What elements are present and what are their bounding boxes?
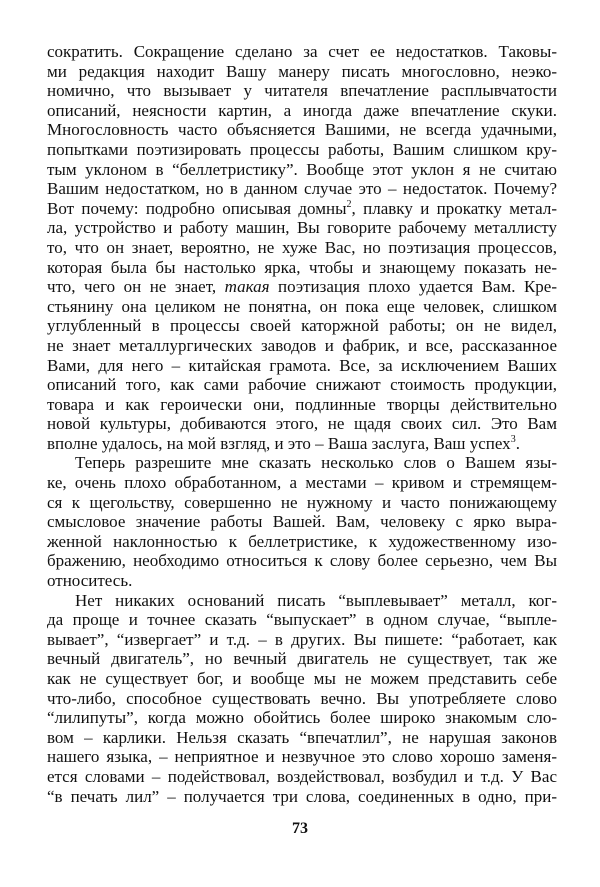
- text-run: женной наклонностью к беллетристике, к художественному изо-: [47, 531, 557, 551]
- text-run: номично, что вызывает у читателя впечатление расплывчатости: [47, 81, 557, 101]
- text-line: [47, 787, 557, 807]
- text-run: да проще и точнее сказать “выпускает” в одном случае, “выпле-: [47, 610, 557, 630]
- text-line: [47, 669, 557, 689]
- text-line: [47, 532, 557, 552]
- text-run: сократить. Сокращение сделано за счет ее недостатков. Таковы-: [47, 42, 557, 61]
- text-line: [47, 708, 557, 728]
- text-line: [47, 395, 557, 415]
- text-line: [47, 434, 557, 454]
- text-line: [47, 101, 557, 121]
- text-line: [47, 591, 557, 611]
- text-run: то, что он знает, вероятно, не хуже Вас, но поэтизация процессов,: [47, 237, 557, 257]
- text-run: вполне удалось, на мой взгляд, и это – Ваша заслуга, Ваш успех: [47, 433, 511, 453]
- text-run: вечный двигатель”, но вечный двигатель не существует, так же: [47, 649, 557, 669]
- text-run: что-либо, способное существовать вечно. Вы употребляете слово: [47, 688, 557, 708]
- text-line: [47, 336, 557, 356]
- text-run: бражению, необходимо относиться к слову более серьезно, чем Вы: [47, 551, 557, 571]
- text-run: товара и как героически они, подлинные творцы действительно: [47, 394, 557, 414]
- text-line: [47, 453, 557, 473]
- text-line: [47, 493, 557, 513]
- text-run: Нет никаких оснований писать “выплевывает” металл, ког-: [75, 590, 557, 610]
- text-run: “в печать лил” – получается три слова, соединенных в одно, при-: [47, 786, 557, 806]
- text-run: описаний, неясности картин, а иногда даже впечатление скуки.: [47, 100, 557, 120]
- text-line: [47, 81, 557, 101]
- text-run: ке, очень плохо обработанном, а местами – кривом и стремящем-: [47, 473, 557, 493]
- text-run: Многословность часто объясняется Вашими, не всегда удачными,: [47, 120, 557, 140]
- text-line: [47, 218, 557, 238]
- text-run: смысловое значение работы Вашей. Вам, человеку с ярко выра-: [47, 512, 557, 532]
- text-run: новой культуры, добиваются этого, не щадя своих сил. Это Вам: [47, 414, 557, 434]
- body-text: [47, 42, 557, 806]
- text-run: ется словами – подействовал, воздействовал, возбудил и т.д. У Вас: [47, 766, 557, 786]
- text-line: [47, 297, 557, 317]
- text-line: [47, 42, 557, 62]
- italic-text: такая: [224, 277, 270, 297]
- text-line: [47, 747, 557, 767]
- text-run: Вот почему: подробно описывая домны: [47, 198, 347, 218]
- text-run: которая была бы настолько ярка, чтобы и знающему показать не-: [47, 257, 557, 277]
- text-line: [47, 160, 557, 180]
- text-run: тым уклоном в “беллетристику”. Вообще этот уклон я не считаю: [47, 159, 557, 179]
- text-line: [47, 610, 557, 630]
- text-line: [47, 140, 557, 160]
- text-run: Теперь разрешите мне сказать несколько слов о Вашем язы-: [75, 453, 557, 473]
- text-line: [47, 571, 557, 591]
- text-line: [47, 512, 557, 532]
- text-run: стьянину она целиком не понятна, он пока еще человек, слишком: [47, 296, 557, 316]
- text-line: [47, 414, 557, 434]
- page-number: 73: [292, 820, 308, 837]
- footnote-ref: 2: [346, 198, 352, 210]
- text-line: [47, 728, 557, 748]
- footnote-ref: 3: [510, 433, 516, 445]
- text-run: .: [515, 433, 520, 453]
- text-run: как не существует бог, и вообще мы не можем представить себе: [47, 669, 557, 688]
- text-line: [47, 689, 557, 709]
- text-run: ся к щегольству, совершенно не нужному и часто понижающему: [47, 492, 557, 512]
- text-run: не знает металлургических заводов и фабрик, и все, рассказанное: [47, 335, 557, 355]
- text-line: [47, 179, 557, 199]
- text-run: попытками поэтизировать процессы работы, Вашим слишком кру-: [47, 139, 557, 159]
- text-run: ла, устройство и работу машин, Вы говорите рабочему металлисту: [47, 218, 557, 238]
- text-run: “лилипуты”, когда можно обойтись более широко знакомым сло-: [47, 708, 557, 728]
- text-run: нашего языка, – неприятное и незвучное это слово хорошо заменя-: [47, 747, 557, 767]
- text-line: [47, 120, 557, 140]
- text-line: [47, 375, 557, 395]
- text-run: вывает”, “извергает” и т.д. – в других. Вы пишете: “работает, как: [47, 629, 557, 649]
- text-run: поэтизация плохо удается Вам. Кре-: [269, 277, 557, 297]
- text-run: описаний того, как сами рабочие снижают стоимость продукции,: [47, 375, 557, 395]
- text-run: что, чего он не знает,: [47, 277, 225, 297]
- text-line: [47, 316, 557, 336]
- text-line: [47, 238, 557, 258]
- text-run: ми редакция находит Вашу манеру писать многословно, неэко-: [47, 61, 557, 81]
- text-run: относитесь.: [47, 571, 133, 591]
- text-line: [47, 473, 557, 493]
- text-line: [47, 277, 557, 297]
- text-run: , плавку и прокатку метал-: [351, 198, 557, 218]
- text-line: [47, 62, 557, 82]
- text-line: [47, 630, 557, 650]
- text-line: [47, 258, 557, 278]
- text-line: [47, 199, 557, 219]
- text-run: углубленный в процессы своей каторжной работы; он не видел,: [47, 316, 557, 336]
- text-run: Вами, для него – китайская грамота. Все, за исключением Ваших: [47, 355, 557, 375]
- text-line: [47, 649, 557, 669]
- text-run: Вашим недостатком, но в данном случае это – недостаток. Почему?: [47, 179, 557, 199]
- text-run: вом – карлики. Нельзя сказать “впечатлил”, не нарушая законов: [47, 727, 557, 747]
- text-line: [47, 356, 557, 376]
- text-line: [47, 767, 557, 787]
- text-line: [47, 551, 557, 571]
